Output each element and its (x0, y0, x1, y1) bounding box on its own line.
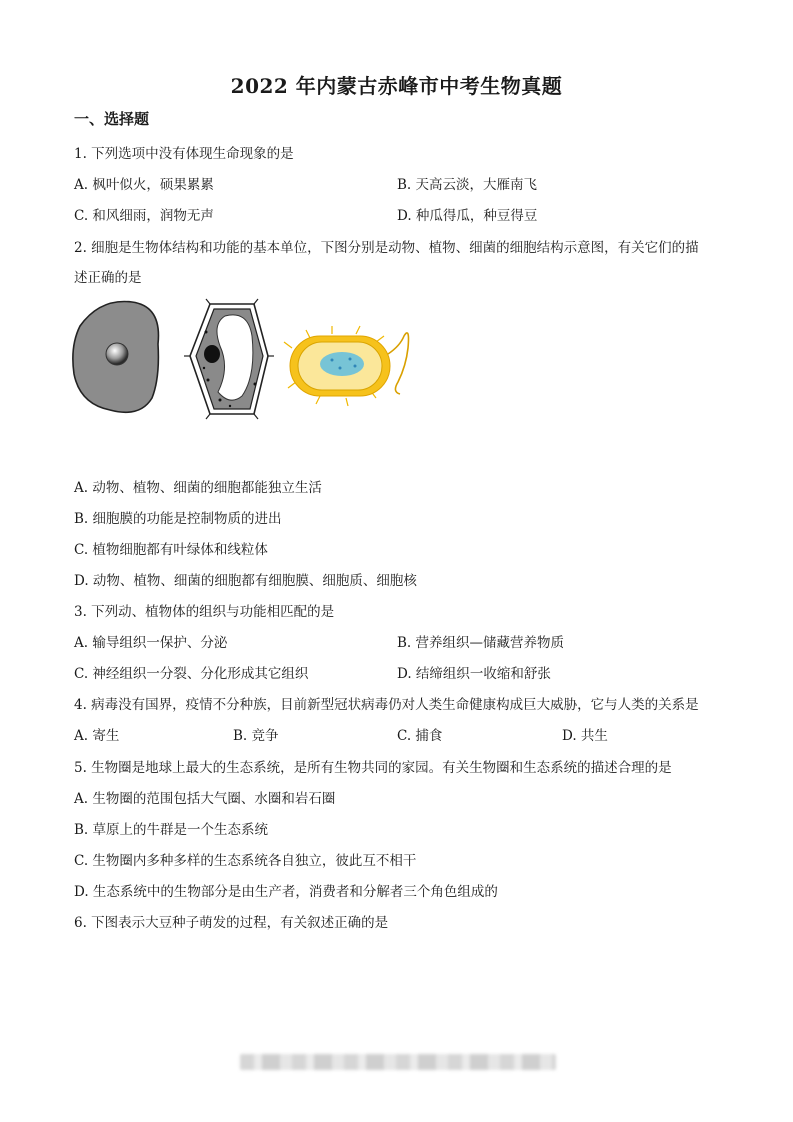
page-title: 2022 年内蒙古赤峰市中考生物真题 (230, 74, 563, 98)
q2-stem-line1: 2. 细胞是生物体结构和功能的基本单位，下图分别是动物、植物、细菌的细胞结构示意图，有关它们的描 (74, 240, 699, 256)
q3-option-a: A. 输导组织一保护、分泌 (74, 635, 228, 651)
q4-option-d: D. 共生 (562, 728, 608, 744)
blurred-footer-watermark (240, 1054, 556, 1070)
section-heading: 一、选择题 (74, 110, 150, 128)
cell-diagrams-figure (70, 296, 420, 422)
animal-cell-image (73, 302, 159, 413)
q2-stem-line2: 述正确的是 (74, 270, 142, 286)
plant-cell-image (184, 299, 274, 419)
q4-option-b: B. 竞争 (233, 728, 279, 744)
q1-option-a: A. 枫叶似火，硕果累累 (74, 177, 214, 193)
q6-stem: 6. 下图表示大豆种子萌发的过程，有关叙述正确的是 (74, 915, 389, 931)
q5-option-a: A. 生物圈的范围包括大气圈、水圈和岩石圈 (74, 791, 336, 807)
q4-option-a: A. 寄生 (74, 728, 120, 744)
q3-option-b: B. 营养组织—储藏营养物质 (397, 635, 565, 651)
q2-option-c: C. 植物细胞都有叶绿体和线粒体 (74, 542, 268, 558)
q5-option-b: B. 草原上的牛群是一个生态系统 (74, 822, 269, 838)
q1-option-c: C. 和风细雨，润物无声 (74, 208, 214, 224)
q4-option-c: C. 捕食 (397, 728, 443, 744)
q5-stem: 5. 生物圈是地球上最大的生态系统，是所有生物共同的家园。有关生物圈和生态系统的描述合理的是 (74, 760, 672, 776)
q1-stem: 1. 下列选项中没有体现生命现象的是 (74, 146, 294, 162)
q1-option-b: B. 天高云淡，大雁南飞 (397, 177, 538, 193)
q1-option-d: D. 种瓜得瓜，种豆得豆 (397, 208, 538, 224)
q2-option-a: A. 动物、植物、细菌的细胞都能独立生活 (74, 480, 322, 496)
q5-option-c: C. 生物圈内多种多样的生态系统各自独立，彼此互不相干 (74, 853, 417, 869)
q3-option-c: C. 神经组织一分裂、分化形成其它组织 (74, 666, 309, 682)
q5-option-d: D. 生态系统中的生物部分是由生产者，消费者和分解者三个角色组成的 (74, 884, 498, 900)
q3-stem: 3. 下列动、植物体的组织与功能相匹配的是 (74, 604, 335, 620)
q2-option-d: D. 动物、植物、细菌的细胞都有细胞膜、细胞质、细胞核 (74, 573, 417, 589)
q3-option-d: D. 结缔组织一收缩和舒张 (397, 666, 551, 682)
q2-option-b: B. 细胞膜的功能是控制物质的进出 (74, 511, 282, 527)
q4-stem: 4. 病毒没有国界，疫情不分种族，目前新型冠状病毒仍对人类生命健康构成巨大威胁，它与人类的关系是 (74, 697, 699, 713)
bacterium-cell-image (284, 326, 409, 406)
